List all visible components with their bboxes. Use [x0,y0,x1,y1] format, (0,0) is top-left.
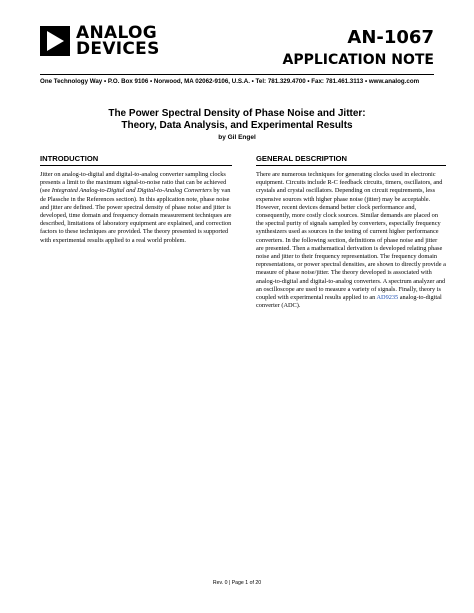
general-description-paragraph [256,171,446,310]
introduction-text [40,171,232,245]
introduction-paragraph [40,171,232,245]
analog-devices-triangle-icon [40,26,70,56]
intro-text-b: by van de Plassche in the References section). In this application note, phase noise and jitter are defined. The power spectral density of phase noise and jitter is developed, time domain and frequency domain measurement techniques are described, limitations of laboratory equipment are explained, and correction factors to these techniques are provided. The theory presented is supported with experimental results applied to a real world problem. [40,187,232,244]
page-footer: Rev. 0 | Page 1 of 20 [212,580,262,586]
company-address: One Technology Way • P.O. Box 9106 • Norwood, MA 02062-9106, U.S.A. • Tel: 781.329.4700 • Fax: 781.461.3113 • www.analog.com [40,74,434,85]
intro-text-a: Jitter on analog-to-digital and digital-to-analog converter sampling clocks presents a limit to the maximum signal-to-noise ratio that can be achieved (see [40,171,227,195]
document-number: AN-1067 [347,27,434,48]
author: by Gil Engel [218,134,256,141]
gd-text-end: analog-to-digital converter (ADC). [256,294,442,310]
document-type: APPLICATION NOTE [282,52,434,68]
title-line-2: Theory, Data Analysis, and Experimental Results [121,120,353,131]
general-description-section [256,154,446,310]
general-description-text [256,171,446,310]
ad9235-link[interactable]: AD9235 [376,294,399,302]
gd-text: There are numerous techniques for generating clocks used in electronic equipment. Circuits include R-C feedback circuits, timers, oscillators, and crystals and crystal oscillators. Depending on circuit requirements, less expensive sources with higher phase noise (jitter) may be acceptable. However, recent devices demand better clock performance and, consequently, more costly clock sources. Similar demands are placed on the spectral purity of signals sampled by converters, especially frequency synthesizers used as sources in the testing of current higher performance converters. In the following section, definitions of phase noise and jitter are presented. Then a mathematical derivation is developed relating phase noise and jitter to their frequency representation. The frequency domain representations, or power spectral densities, are shown to directly provide a measure of phase noise/jitter. The theory developed is associated with analog-to-digital and digital-to-analog converters. A spectrum analyzer and an oscilloscope are used to measure a variety of signals. Finally, theory is coupled with experimental results applied to an [256,171,446,302]
document-id-block [283,27,435,69]
introduction-heading: INTRODUCTION [40,154,232,166]
brand-line-1: ANALOG [76,23,157,43]
introduction-section [40,154,232,245]
intro-reference-title: Integrated Analog-to-Digital and Digital-to-Analog Converters [51,187,212,195]
brand-name [76,25,160,57]
general-description-heading: GENERAL DESCRIPTION [256,154,446,166]
analog-devices-logo [40,25,160,57]
title-line-1: The Power Spectral Density of Phase Noise and Jitter: [108,108,366,119]
document-title [40,108,434,132]
brand-line-2: DEVICES [76,39,160,59]
